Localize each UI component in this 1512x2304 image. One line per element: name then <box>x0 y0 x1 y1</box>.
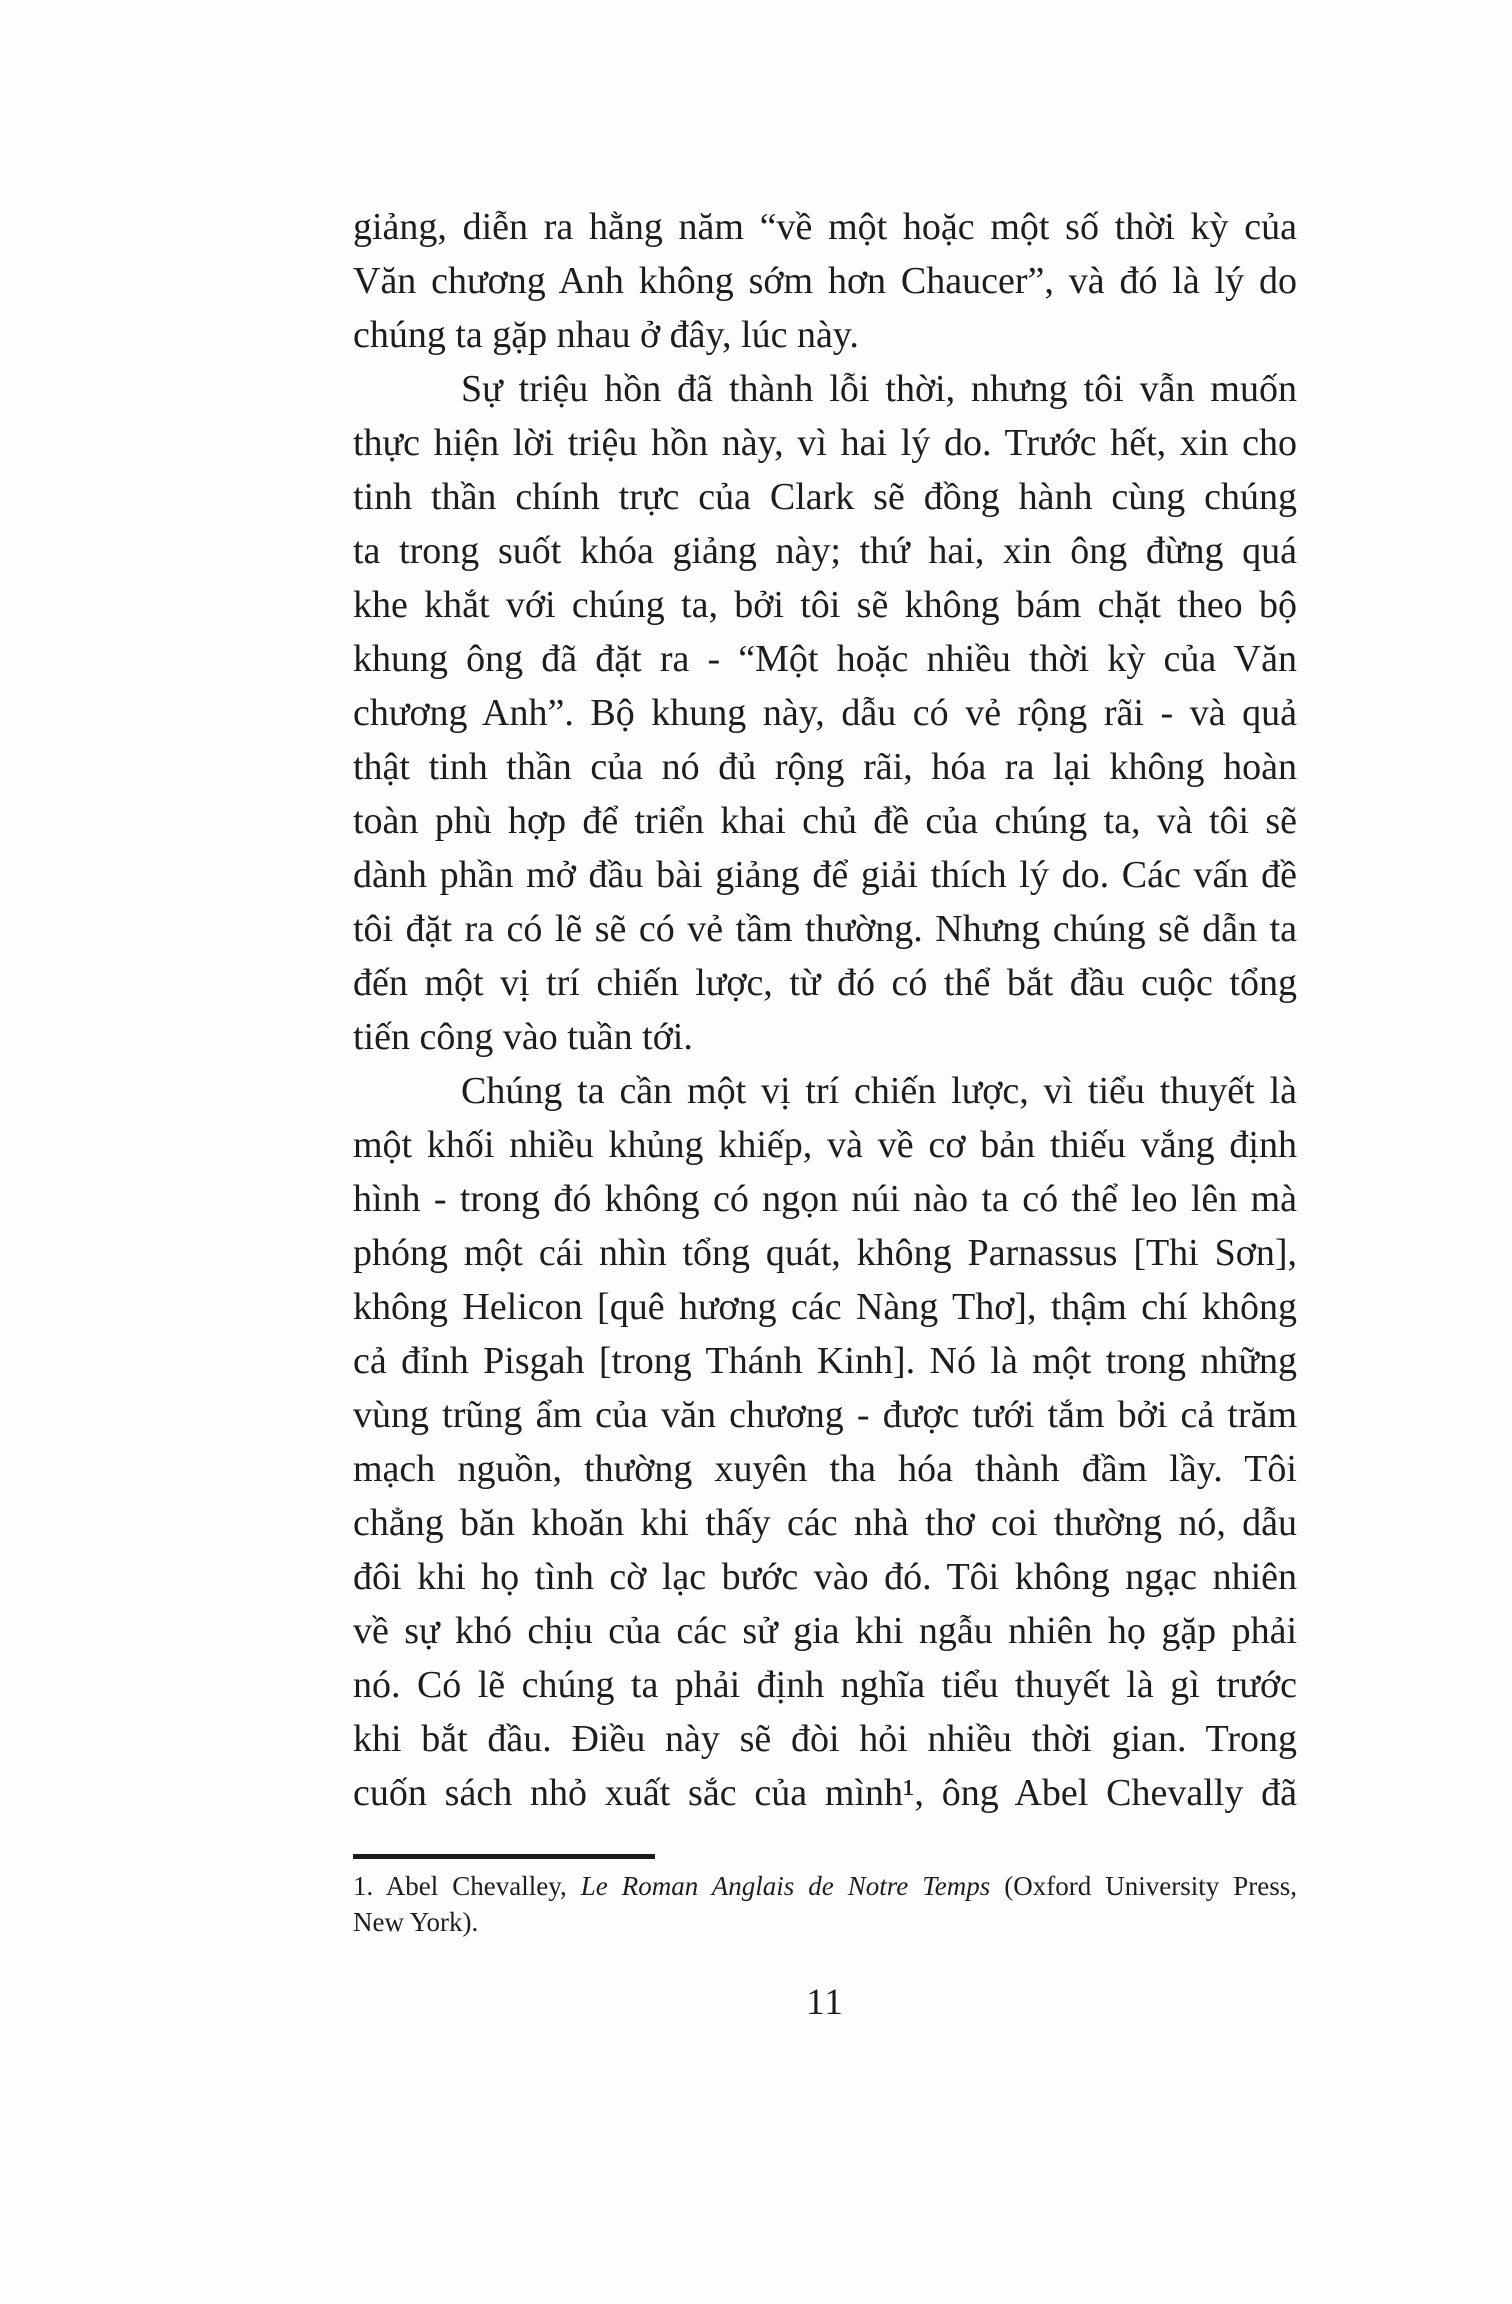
body-line <box>353 632 1297 686</box>
body-line-text: Sự triệu hồn đã thành lỗi thời, nhưng tôi vẫn muốn <box>461 368 1297 410</box>
body-line-text: một khối nhiều khủng khiếp, và về cơ bản thiếu vắng định <box>353 1124 1297 1166</box>
body-line <box>353 1280 1297 1334</box>
body-line-text: về sự khó chịu của các sử gia khi ngẫu nhiên họ gặp phải <box>353 1610 1297 1652</box>
body-line-text: không Helicon [quê hương các Nàng Thơ], thậm chí không <box>353 1286 1297 1328</box>
body-line-text: phóng một cái nhìn tổng quát, không Parnassus [Thi Sơn], <box>353 1232 1297 1274</box>
body-line <box>353 578 1297 632</box>
body-line <box>353 1064 1297 1118</box>
body-line-text: vùng trũng ẩm của văn chương - được tưới tắm bởi cả trăm <box>353 1394 1297 1436</box>
footnote-text: (Oxford University Press, <box>990 1871 1297 1901</box>
body-line <box>353 686 1297 740</box>
body-line-text: đôi khi họ tình cờ lạc bước vào đó. Tôi không ngạc nhiên <box>353 1556 1297 1598</box>
body-text <box>353 200 1297 1820</box>
body-line <box>353 1172 1297 1226</box>
body-line-text: chúng ta gặp nhau ở đây, lúc này. <box>353 314 859 356</box>
body-line <box>353 416 1297 470</box>
body-line <box>353 1442 1297 1496</box>
body-line <box>353 1550 1297 1604</box>
text-column <box>353 200 1297 2026</box>
body-line-text: đến một vị trí chiến lược, từ đó có thể bắt đầu cuộc tổng <box>353 962 1297 1004</box>
footnote-book-title: Le Roman Anglais de Notre Temps <box>580 1871 991 1901</box>
body-line-text: khi bắt đầu. Điều này sẽ đòi hỏi nhiều thời gian. Trong <box>353 1718 1297 1760</box>
body-line <box>353 1658 1297 1712</box>
body-line-text: chẳng băn khoăn khi thấy các nhà thơ coi thường nó, dẫu <box>353 1502 1297 1544</box>
body-line <box>353 1010 1297 1064</box>
body-line-text: mạch nguồn, thường xuyên tha hóa thành đầm lầy. Tôi <box>353 1448 1297 1490</box>
body-line-text: nó. Có lẽ chúng ta phải định nghĩa tiểu thuyết là gì trước <box>353 1664 1297 1706</box>
body-line <box>353 1118 1297 1172</box>
body-line-text: khe khắt với chúng ta, bởi tôi sẽ không bám chặt theo bộ <box>353 584 1297 626</box>
body-line <box>353 794 1297 848</box>
footnote-text: 1. Abel Chevalley, <box>353 1871 581 1901</box>
body-line-text: giảng, diễn ra hằng năm “về một hoặc một số thời kỳ của <box>353 206 1297 248</box>
body-line-text: Chúng ta cần một vị trí chiến lược, vì tiểu thuyết là <box>461 1070 1297 1112</box>
body-line <box>353 470 1297 524</box>
body-line <box>353 956 1297 1010</box>
body-line <box>353 1334 1297 1388</box>
body-line <box>353 1496 1297 1550</box>
page-number: 11 <box>806 1982 844 2023</box>
body-line <box>353 1388 1297 1442</box>
body-line <box>353 308 1297 362</box>
body-line <box>353 1604 1297 1658</box>
body-line-text: thực hiện lời triệu hồn này, vì hai lý do. Trước hết, xin cho <box>353 422 1297 464</box>
body-line <box>353 740 1297 794</box>
body-line-text: dành phần mở đầu bài giảng để giải thích lý do. Các vấn đề <box>353 854 1297 896</box>
body-line <box>353 254 1297 308</box>
body-line <box>353 902 1297 956</box>
footnote-line-2: New York). <box>353 1907 479 1937</box>
body-line <box>353 1766 1297 1820</box>
footnote-separator-rule <box>353 1854 655 1859</box>
body-line-text: thật tinh thần của nó đủ rộng rãi, hóa ra lại không hoàn <box>353 746 1297 788</box>
body-line-text: ta trong suốt khóa giảng này; thứ hai, xin ông đừng quá <box>353 530 1297 572</box>
footnote-line-1 <box>353 1868 1297 1904</box>
body-line-text: chương Anh”. Bộ khung này, dẫu có vẻ rộng rãi - và quả <box>353 692 1297 734</box>
body-line <box>353 362 1297 416</box>
body-line-text: cuốn sách nhỏ xuất sắc của mình¹, ông Abel Chevally đã <box>353 1772 1297 1814</box>
body-line-text: khung ông đã đặt ra - “Một hoặc nhiều thời kỳ của Văn <box>353 638 1297 680</box>
body-line-text: Văn chương Anh không sớm hơn Chaucer”, và đó là lý do <box>353 260 1297 302</box>
body-line-text: tôi đặt ra có lẽ sẽ có vẻ tầm thường. Nhưng chúng sẽ dẫn ta <box>353 908 1297 950</box>
body-line-text: hình - trong đó không có ngọn núi nào ta có thể leo lên mà <box>353 1178 1297 1220</box>
body-line <box>353 524 1297 578</box>
body-line <box>353 1226 1297 1280</box>
body-line-text: tinh thần chính trực của Clark sẽ đồng hành cùng chúng <box>353 476 1297 518</box>
footnote-line-1-text <box>353 1871 1297 1901</box>
body-line-text: tiến công vào tuần tới. <box>353 1016 693 1058</box>
body-line <box>353 848 1297 902</box>
body-line <box>353 200 1297 254</box>
footnote <box>353 1868 1297 1940</box>
body-line-text: toàn phù hợp để triển khai chủ đề của chúng ta, và tôi sẽ <box>353 800 1297 842</box>
body-line <box>353 1712 1297 1766</box>
body-line-text: cả đỉnh Pisgah [trong Thánh Kinh]. Nó là một trong những <box>353 1340 1297 1382</box>
